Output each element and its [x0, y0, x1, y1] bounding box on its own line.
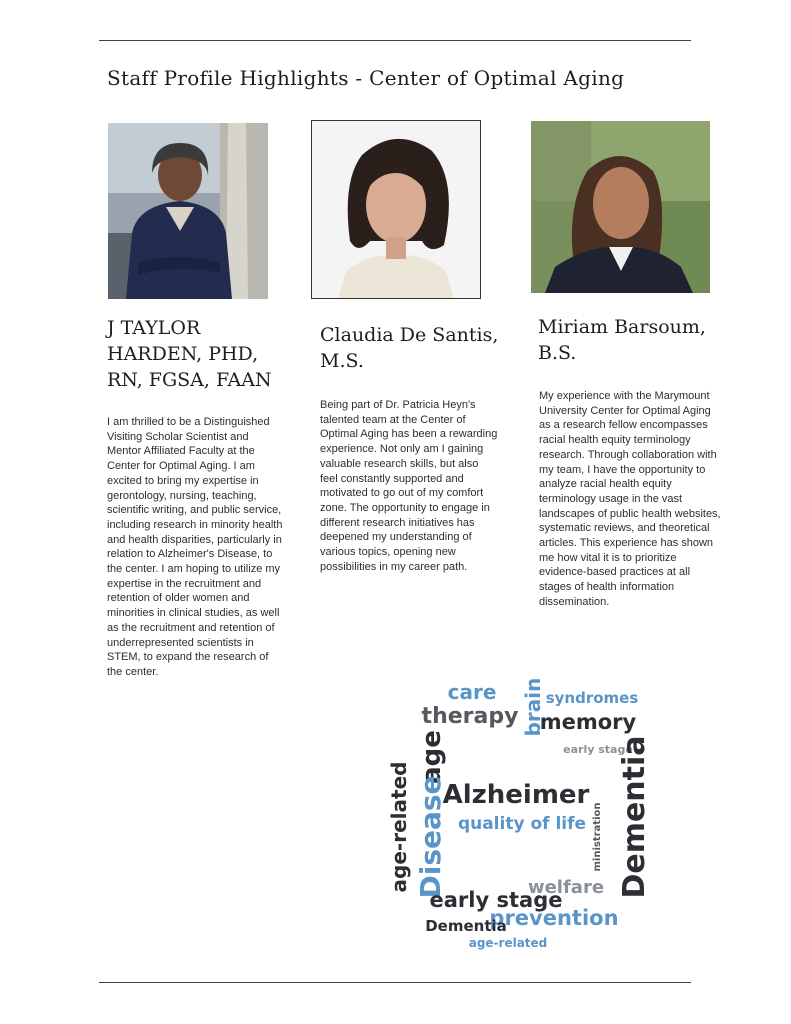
cloud-word-memory: memory	[539, 710, 637, 734]
top-divider	[99, 40, 691, 41]
profile-name-harden: J TAYLOR HARDEN, PHD, RN, FGSA, FAAN	[107, 317, 272, 391]
cloud-word-therapy: therapy	[421, 704, 519, 729]
cloud-word-syndromes: syndromes	[545, 689, 639, 707]
cloud-word-early-stage: early stage	[429, 888, 563, 912]
cloud-word-age-related: age-related	[387, 761, 411, 893]
cloud-word-ministration: ministration	[592, 802, 603, 872]
cloud-word-dementia: Dementia	[617, 735, 652, 899]
profile-bio-harden: I am thrilled to be a Distinguished Visiting Scholar Scientist and Mentor Affiliated Faculty at the Center for Optimal Aging. I am excited to bring my expertise in gerontology, nursing, teaching, scientific writing, and public service, including research in minority health and health disparities, particularly in relation to Alzheimer's Disease, to the center. I am hoping to utilize my expertise in the recruitment and retention of older women and minorities in clinical studies, as well as the recruitment and retention of underrepresented scientists in STEM, to expand the research of the center.	[107, 416, 283, 678]
cloud-word-quality-of-life: quality of life	[457, 814, 587, 834]
cloud-word-care: care	[447, 680, 497, 704]
profile-name-de-santis: Claudia De Santis, M.S.	[320, 324, 499, 372]
cloud-word-age-related-small: age-related	[468, 936, 548, 950]
dementia-word-cloud	[368, 657, 673, 954]
cloud-word-age: age	[417, 730, 447, 784]
bottom-divider	[99, 982, 691, 983]
cloud-word-dementia-small: Dementia	[425, 917, 507, 935]
profile-bio-de-santis: Being part of Dr. Patricia Heyn's talented team at the Center of Optimal Aging has been a rewarding experience. Not only am I gaining valuable research skills, but also feel constantly supported and motivated to go out of my comfort zone. The opportunity to engage in different research initiatives has deepened my understanding of various topics, opening new possibilities in my career path.	[320, 399, 498, 573]
cloud-word-alzheimer: Alzheimer	[442, 780, 590, 810]
profile-bio-barsoum: My experience with the Marymount University Center for Optimal Aging as a research fellow encompasses racial health equity terminology research. Through collaboration with my team, I have the opportunity to analyze racial health equity terminology usage in the vast landscapes of public health websites, systematic reviews, and theoretical articles. This experience has shown me how vital it is to prioritize evidence-based practices at all stages of health information dissemination.	[539, 390, 721, 608]
page-title: Staff Profile Highlights - Center of Optimal Aging	[107, 66, 625, 90]
cloud-word-welfare: welfare	[527, 877, 605, 898]
profile-photo-barsoum	[531, 121, 710, 293]
cloud-word-prevention: prevention	[489, 906, 619, 930]
profile-photo-harden	[108, 123, 268, 299]
cloud-word-early-stage-small: early stage	[563, 743, 633, 756]
cloud-word-brain: brain	[521, 677, 545, 737]
profile-name-barsoum: Miriam Barsoum, B.S.	[538, 316, 706, 364]
profile-photo-de-santis	[312, 121, 480, 298]
cloud-word-disease: Disease	[414, 775, 447, 899]
